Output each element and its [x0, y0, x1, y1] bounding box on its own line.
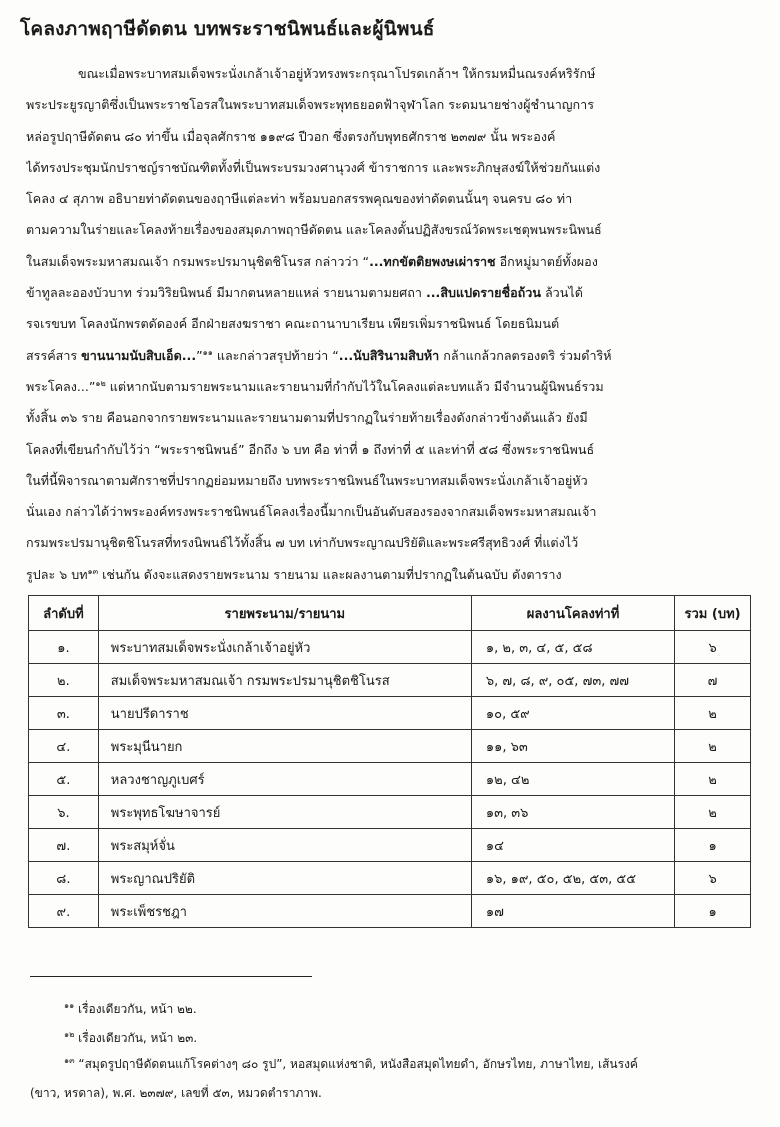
paragraph-line: หล่อรูปฤาษีดัดตน ๘๐ ท่าขึ้น เมื่อจุลศักราช ๑๑๙๘ ปีวอก ซึ่งตรงกับพุทธศักราช ๒๓๗๙ นั้น พระองค์	[26, 128, 556, 144]
cell-name: พระสมุห์จั่น	[98, 829, 471, 862]
table-row	[29, 895, 751, 928]
paragraph-line: ทั้งสิ้น ๓๖ ราย คือนอกจากรายพระนามและรายนามตามที่ปรากฏในร่ายท้ายเรื่องดังกล่าวข้างต้นแล้ว ยังมี	[26, 410, 588, 426]
cell-no: ๒.	[29, 664, 99, 697]
cell-poems: ๖, ๗, ๘, ๙, ๐๕, ๗๓, ๗๗	[471, 664, 674, 697]
table-header-row	[29, 596, 751, 631]
cell-no: ๑.	[29, 631, 99, 664]
quote-bold: ...นับสิรินามสิบห้า	[338, 347, 440, 363]
text-run: ”	[196, 347, 203, 363]
cell-no: ๗.	[29, 829, 99, 862]
text-run: เช่นกัน ดังจะแสดงรายพระนาม รายนาม และผลงานตามที่ปรากฏในต้นฉบับ ดังตาราง	[98, 566, 562, 582]
header-total: รวม (บท)	[675, 596, 751, 631]
table-row	[29, 763, 751, 796]
cell-total: ๒	[675, 697, 751, 730]
paragraph-line: ในที่นี้พิจารณาตามศักราชที่ปรากฏย่อมหมายถึง บทพระราชนิพนธ์ในพระบาทสมเด็จพระนั่งเกล้าเจ้าอยู่หัว	[26, 472, 588, 488]
cell-name: นายปรีดาราช	[98, 697, 471, 730]
text-run: กล้าแกล้วกลตรองตริ ร่วมดำริห์	[439, 347, 612, 363]
cell-poems: ๑, ๒, ๓, ๔, ๕, ๕๘	[471, 631, 674, 664]
quote-bold: ...ทกขัตติยพงษเผ่าราช	[369, 253, 496, 269]
cell-poems: ๑๗	[471, 895, 674, 928]
table-row	[29, 730, 751, 763]
cell-poems: ๑๔	[471, 829, 674, 862]
paragraph-line	[26, 340, 746, 371]
paragraph-line: ตามความในร่ายและโคลงท้ายเรื่องของสมุดภาพฤาษีดัดตน และโคลงดั้นปฏิสังขรณ์วัดพระเชตุพนพระนิพนธ์	[26, 222, 602, 238]
cell-name: พระมุนีนายก	[98, 730, 471, 763]
quote-bold: ...สิบแปดรายชื่อถ้วน	[425, 285, 541, 301]
cell-no: ๓.	[29, 697, 99, 730]
cell-no: ๘.	[29, 862, 99, 895]
text-run: รูปละ ๖ บท	[26, 566, 88, 582]
footnote-ref[interactable]: ๑๑	[202, 347, 213, 357]
cell-total: ๒	[675, 763, 751, 796]
text-run: อีกหมู่มาตย์ทั้งผอง	[495, 253, 598, 269]
table-row	[29, 796, 751, 829]
footnote-text: เรื่องเดียวกัน, หน้า ๒๒.	[74, 1002, 197, 1016]
cell-total: ๒	[675, 796, 751, 829]
cell-poems: ๑๒, ๔๒	[471, 763, 674, 796]
cell-total: ๖	[675, 631, 751, 664]
body-paragraph	[26, 58, 746, 590]
paragraph-line: นั่นเอง กล่าวได้ว่าพระองค์ทรงพระราชนิพนธ์โคลงเรื่องนี้มากเป็นอันดับสองรองจากสมเด็จพระมหาสมณเจ้า	[26, 504, 597, 520]
cell-name: พระบาทสมเด็จพระนั่งเกล้าเจ้าอยู่หัว	[98, 631, 471, 664]
table-row	[29, 631, 751, 664]
header-no: ลำดับที่	[29, 596, 99, 631]
cell-name: พระญาณปริยัติ	[98, 862, 471, 895]
cell-name: พระพุทธโฆษาจารย์	[98, 796, 471, 829]
text-run: ข้าทูลละอองบัวบาท ร่วมวิริยนิพนธ์ มีมากตนหลายแหล่ รายนามตามยศถา	[26, 285, 426, 301]
paragraph-line	[26, 559, 746, 590]
paragraph-line: กรมพระปรมานุชิตชิโนรสที่ทรงนิพนธ์ไว้ทั้งสิ้น ๗ บท เท่ากับพระญาณปริยัติและพระศรีสุทธิวงศ์ ที่แต่งไว้	[26, 535, 579, 551]
text-run: สรรค์สาร	[26, 347, 82, 363]
cell-no: ๔.	[29, 730, 99, 763]
table-row	[29, 862, 751, 895]
footnote-divider	[30, 976, 312, 977]
text-run: และกล่าวสรุปท้ายว่า “	[212, 347, 339, 363]
cell-no: ๕.	[29, 763, 99, 796]
authors-table	[28, 595, 751, 928]
table-row	[29, 664, 751, 697]
footnote-13	[64, 1053, 638, 1075]
footnote-12	[64, 1027, 197, 1049]
paragraph-line	[26, 371, 746, 402]
paragraph-line: ขณะเมื่อพระบาทสมเด็จพระนั่งเกล้าเจ้าอยู่หัวทรงพระกรุณาโปรดเกล้าฯ ให้กรมหมื่นณรงค์หริรักษ์	[78, 66, 596, 81]
paragraph-line	[26, 277, 746, 308]
cell-poems: ๑๖, ๑๙, ๕๐, ๕๒, ๕๓, ๕๕	[471, 862, 674, 895]
text-run: แต่หากนับตามรายพระนามและรายนามที่กำกับไว้ในโคลงแต่ละบทแล้ว มีจำนวนผู้นิพนธ์รวม	[105, 378, 604, 394]
cell-poems: ๑๓, ๓๖	[471, 796, 674, 829]
cell-total: ๑	[675, 829, 751, 862]
text-run: ในสมเด็จพระมหาสมณเจ้า กรมพระปรมานุชิตชิโนรส กล่าวว่า “	[26, 253, 370, 269]
text-run: ล้วนได้	[540, 285, 583, 301]
cell-name: สมเด็จพระมหาสมณเจ้า กรมพระปรมานุชิตชิโนรส	[98, 664, 471, 697]
cell-total: ๗	[675, 664, 751, 697]
footnote-11	[64, 998, 197, 1020]
paragraph-line: พระประยูรญาติซึ่งเป็นพระราชโอรสในพระบาทสมเด็จพระพุทธยอดฟ้าจุฬาโลก ระดมนายช่างผู้ชำนาญการ	[26, 97, 594, 113]
footnote-13-continued: (ขาว, หรดาล), พ.ศ. ๒๓๗๙, เลขที่ ๕๓, หมวดตำราภาพ.	[30, 1086, 322, 1100]
footnote-ref[interactable]: ๑๓	[87, 566, 99, 576]
footnote-mark: ๑๒	[64, 1030, 75, 1039]
text-run: พระโคลง...”	[26, 378, 96, 394]
table-row	[29, 697, 751, 730]
quote-bold: ขานนามนับสิบเอ็ด...	[81, 347, 197, 363]
cell-name: หลวงชาญภูเบศร์	[98, 763, 471, 796]
table-row	[29, 829, 751, 862]
paragraph-line: ได้ทรงประชุมนักปราชญ์ราชบัณฑิตทั้งที่เป็นพระบรมวงศานุวงศ์ ข้าราชการ และพระภิกษุสงฆ์ให้ช่วยกันแต่ง	[26, 159, 601, 175]
paragraph-line: โคลงที่เขียนกำกับไว้ว่า “พระราชนิพนธ์” อีกถึง ๖ บท คือ ท่าที่ ๑ ถึงท่าที่ ๕ และท่าที่ ๕๘ ซึ่งพระราชนิพนธ์	[26, 441, 595, 457]
paragraph-line	[26, 246, 746, 277]
cell-poems: ๑๐, ๕๙	[471, 697, 674, 730]
footnote-ref[interactable]: ๑๒	[95, 378, 106, 388]
cell-total: ๖	[675, 862, 751, 895]
footnote-text: เรื่องเดียวกัน, หน้า ๒๓.	[74, 1031, 198, 1045]
cell-poems: ๑๑, ๖๓	[471, 730, 674, 763]
footnote-mark: ๑๑	[64, 1001, 75, 1010]
paragraph-line: รจเรขบท โคลงนักพรตดัดองค์ อีกฝ่ายสงฆราชา คณะถานาบาเรียน เพียรเพิ่มราชนิพนธ์ โดยธนิมนต์	[26, 316, 560, 332]
page-title: โคลงภาพฤาษีดัดตน บทพระราชนิพนธ์และผู้นิพนธ์	[20, 18, 435, 40]
cell-total: ๑	[675, 895, 751, 928]
header-poems: ผลงานโคลงท่าที่	[471, 596, 674, 631]
cell-no: ๙.	[29, 895, 99, 928]
cell-name: พระเพ็ชรชฎา	[98, 895, 471, 928]
paragraph-line: โคลง ๔ สุภาพ อธิบายท่าดัดตนของฤาษีแต่ละท่า พร้อมบอกสรรพคุณของท่าดัดตนนั้นๆ จนครบ ๘๐ ท่า	[26, 191, 573, 207]
cell-no: ๖.	[29, 796, 99, 829]
header-name: รายพระนาม/รายนาม	[98, 596, 471, 631]
footnote-mark: ๑๓	[64, 1056, 75, 1065]
cell-total: ๒	[675, 730, 751, 763]
footnote-text: “สมุดรูปฤาษีดัดตนแก้โรคต่างๆ ๘๐ รูป”, หอสมุดแห่งชาติ, หนังสือสมุดไทยดำ, อักษรไทย, ภาษาไทย, เส้นรงค์	[74, 1057, 638, 1071]
